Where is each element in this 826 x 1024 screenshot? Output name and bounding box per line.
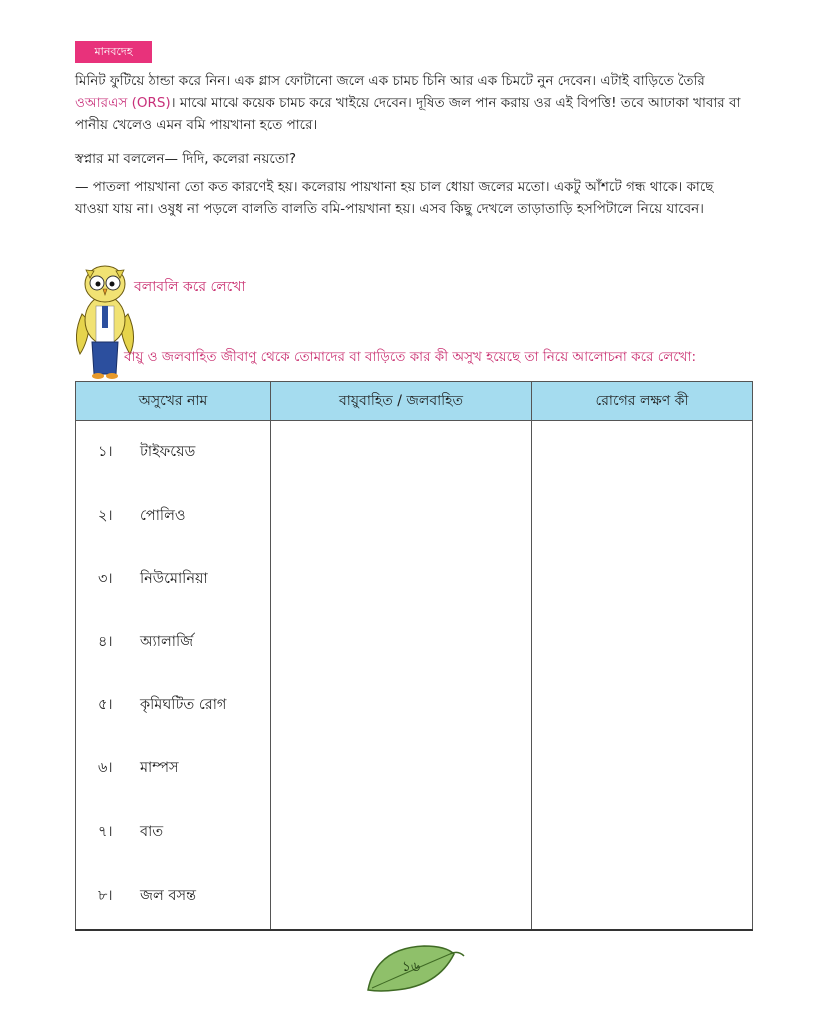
transmission-cell[interactable] <box>271 801 532 864</box>
table-row <box>76 611 753 674</box>
header-symptoms: রোগের লক্ষণ কী <box>532 382 753 421</box>
row-number: ৪। <box>98 633 113 650</box>
symptoms-cell[interactable] <box>532 738 753 801</box>
disease-name: বাত <box>140 823 164 840</box>
paragraph-cholera: — পাতলা পায়খানা তো কত কারণেই হয়। কলেরায় পায়খানা হয় চাল ধোয়া জলের মতো। একটু আঁশটে গন্ধ থাকে। কাছে যাওয়া যায় না। ওষুধ না পড়লে বালতি বালতি বমি-পায়খানা হয়। এসব কিছু দেখলে তাড়াতাড়ি হসপিটালে নিয়ে যাবেন। <box>75 179 714 217</box>
symptoms-cell[interactable] <box>532 675 753 738</box>
transmission-cell[interactable] <box>271 738 532 801</box>
table-row <box>76 675 753 738</box>
disease-name: কৃমিঘটিত রোগ <box>140 697 227 714</box>
row-number: ৭। <box>98 823 113 840</box>
transmission-cell[interactable] <box>271 421 532 486</box>
disease-cell <box>76 801 271 864</box>
symptoms-cell[interactable] <box>532 611 753 674</box>
disease-cell <box>76 611 271 674</box>
table-row <box>76 738 753 801</box>
row-number: ১। <box>98 444 113 460</box>
symptoms-cell[interactable] <box>532 548 753 611</box>
disease-cell <box>76 485 271 548</box>
ors-highlight: ওআরএস (ORS) <box>75 95 171 111</box>
disease-name: পোলিও <box>140 507 186 524</box>
symptoms-cell[interactable] <box>532 421 753 486</box>
paragraph-ors-part1: মিনিট ফুটিয়ে ঠান্ডা করে নিন। এক গ্লাস ফোটানো জলে এক চামচ চিনি আর এক চিমটে নুন দেবেন। এটাই বাড়িতে তৈরি <box>75 73 705 89</box>
paragraph-ors-part2: । মাঝে মাঝে কয়েক চামচ করে খাইয়ে দেবেন। দূষিত জল পান করায় ওর এই বিপত্তি! তবে আঢাকা খাবার বা পানীয় খেলেও এমন বমি পায়খানা হতে পারে। <box>75 95 741 133</box>
symptoms-cell[interactable] <box>532 864 753 930</box>
symptoms-cell[interactable] <box>532 485 753 548</box>
table-row <box>76 801 753 864</box>
page-number: ১৬ <box>401 959 421 975</box>
row-number: ৮। <box>98 887 113 904</box>
symptoms-cell[interactable] <box>532 801 753 864</box>
transmission-cell[interactable] <box>271 864 532 930</box>
disease-table <box>75 381 753 931</box>
table-row <box>76 548 753 611</box>
paragraph-dialogue: স্বপ্নার মা বললেন— দিদি, কলেরা নয়তো? <box>75 151 297 167</box>
activity-instruction: বায়ু ও জলবাহিত জীবাণু থেকে তোমাদের বা বাড়িতে কার কী অসুখ হয়েছে তা নিয়ে আলোচনা করে লেখো: <box>124 349 697 365</box>
transmission-cell[interactable] <box>271 485 532 548</box>
header-disease-name: অসুখের নাম <box>76 382 271 421</box>
activity-title: বলাবলি করে লেখো <box>134 279 246 295</box>
table-row <box>76 864 753 930</box>
table-row <box>76 421 753 486</box>
disease-name: মাম্পস <box>140 760 179 777</box>
table-header-row <box>76 382 753 421</box>
disease-name: জল বসন্ত <box>140 887 197 904</box>
disease-cell <box>76 738 271 801</box>
row-number: ৫। <box>98 697 113 714</box>
chapter-tag: মানবদেহ <box>75 41 152 63</box>
disease-cell <box>76 421 271 486</box>
disease-cell <box>76 864 271 930</box>
table-row <box>76 485 753 548</box>
disease-cell <box>76 675 271 738</box>
disease-name: অ্যালার্জি <box>140 633 194 650</box>
row-number: ২। <box>98 507 113 524</box>
disease-name: নিউমোনিয়া <box>140 570 208 587</box>
disease-name: টাইফয়েড <box>140 444 196 460</box>
transmission-cell[interactable] <box>271 611 532 674</box>
row-number: ৬। <box>98 760 113 777</box>
disease-cell <box>76 548 271 611</box>
transmission-cell[interactable] <box>271 675 532 738</box>
paragraph-ors <box>75 70 751 136</box>
transmission-cell[interactable] <box>271 548 532 611</box>
row-number: ৩। <box>98 570 113 587</box>
header-transmission: বায়ুবাহিত / জলবাহিত <box>271 382 532 421</box>
